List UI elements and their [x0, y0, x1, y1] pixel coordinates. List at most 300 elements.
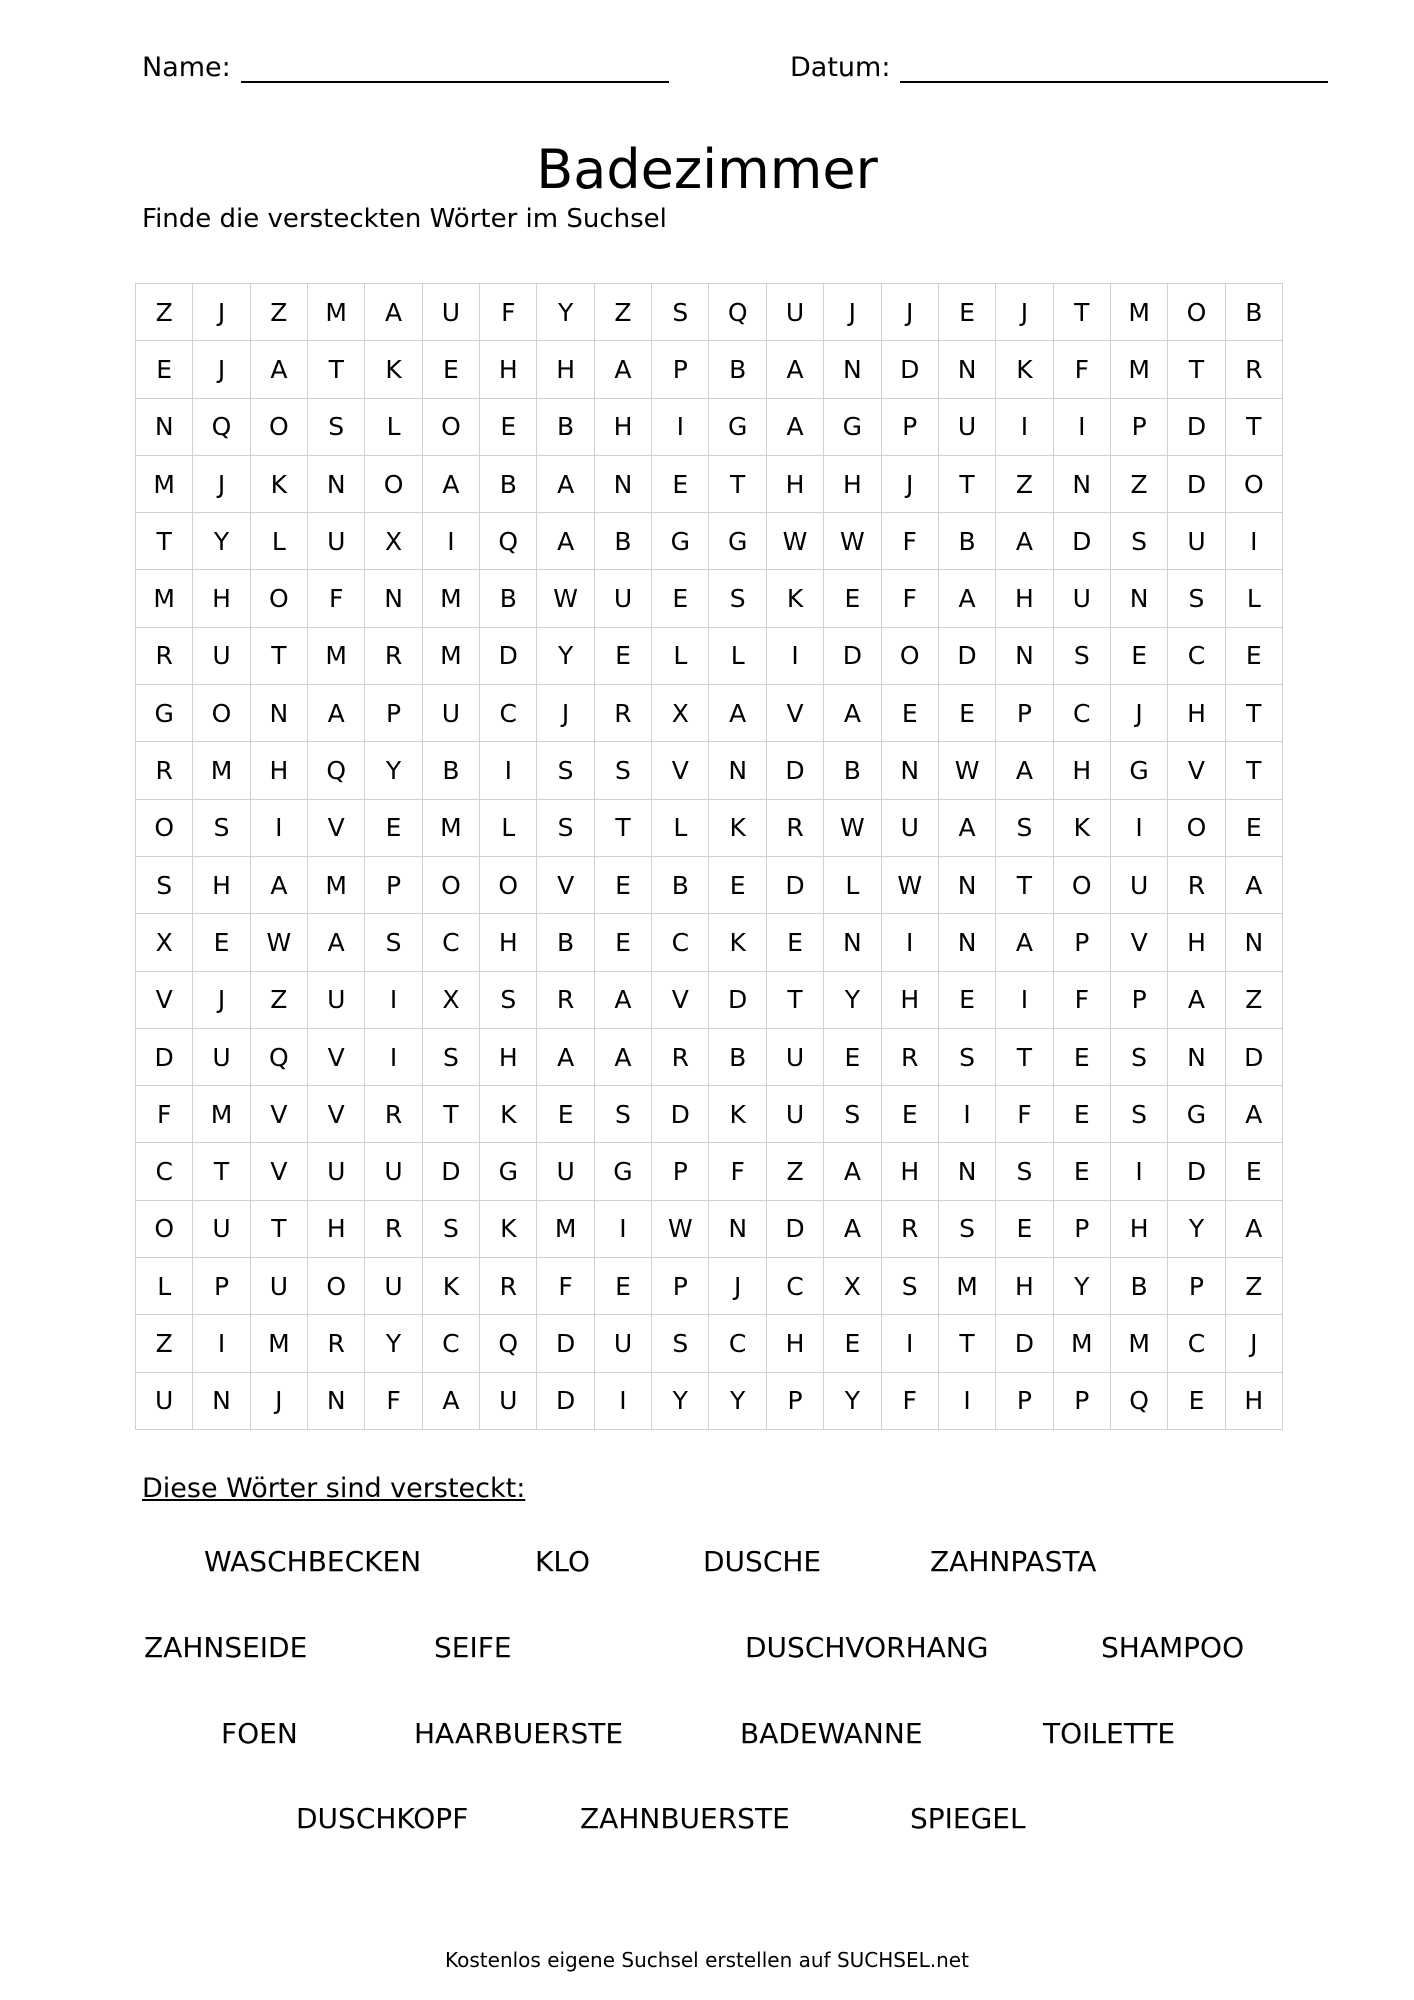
grid-cell[interactable]: E: [1054, 1143, 1111, 1200]
grid-cell[interactable]: N: [595, 456, 652, 513]
grid-cell[interactable]: Z: [136, 1315, 193, 1372]
grid-cell[interactable]: U: [1111, 857, 1168, 914]
grid-cell[interactable]: P: [365, 857, 422, 914]
grid-cell[interactable]: S: [1111, 513, 1168, 570]
grid-cell[interactable]: L: [652, 800, 709, 857]
grid-cell[interactable]: T: [595, 800, 652, 857]
grid-cell[interactable]: E: [480, 399, 537, 456]
grid-cell[interactable]: J: [537, 685, 594, 742]
grid-cell[interactable]: U: [767, 284, 824, 341]
grid-cell[interactable]: D: [824, 628, 881, 685]
grid-cell[interactable]: R: [1226, 341, 1283, 398]
grid-cell[interactable]: T: [939, 456, 996, 513]
grid-cell[interactable]: G: [1111, 742, 1168, 799]
grid-cell[interactable]: U: [595, 570, 652, 627]
grid-cell[interactable]: K: [709, 800, 766, 857]
grid-cell[interactable]: N: [882, 742, 939, 799]
grid-cell[interactable]: D: [882, 341, 939, 398]
grid-cell[interactable]: A: [824, 1143, 881, 1200]
grid-cell[interactable]: A: [537, 1029, 594, 1086]
grid-cell[interactable]: A: [423, 1373, 480, 1430]
grid-cell[interactable]: H: [251, 742, 308, 799]
grid-cell[interactable]: M: [251, 1315, 308, 1372]
grid-cell[interactable]: A: [1168, 972, 1225, 1029]
grid-cell[interactable]: B: [537, 399, 594, 456]
grid-cell[interactable]: T: [996, 1029, 1053, 1086]
grid-cell[interactable]: R: [365, 1086, 422, 1143]
grid-cell[interactable]: U: [537, 1143, 594, 1200]
grid-cell[interactable]: U: [365, 1143, 422, 1200]
grid-cell[interactable]: Y: [1054, 1258, 1111, 1315]
grid-cell[interactable]: I: [939, 1086, 996, 1143]
grid-cell[interactable]: J: [882, 456, 939, 513]
grid-cell[interactable]: A: [709, 685, 766, 742]
grid-cell[interactable]: M: [1111, 284, 1168, 341]
grid-cell[interactable]: H: [882, 972, 939, 1029]
grid-cell[interactable]: M: [423, 628, 480, 685]
grid-cell[interactable]: K: [709, 1086, 766, 1143]
grid-cell[interactable]: E: [365, 800, 422, 857]
grid-cell[interactable]: R: [1168, 857, 1225, 914]
grid-cell[interactable]: V: [251, 1086, 308, 1143]
grid-cell[interactable]: V: [1111, 914, 1168, 971]
grid-cell[interactable]: T: [1226, 685, 1283, 742]
grid-cell[interactable]: Y: [1168, 1201, 1225, 1258]
grid-cell[interactable]: K: [709, 914, 766, 971]
grid-cell[interactable]: I: [1111, 1143, 1168, 1200]
grid-cell[interactable]: W: [537, 570, 594, 627]
grid-cell[interactable]: H: [1226, 1373, 1283, 1430]
grid-cell[interactable]: J: [882, 284, 939, 341]
grid-cell[interactable]: N: [939, 857, 996, 914]
grid-cell[interactable]: Q: [1111, 1373, 1168, 1430]
grid-cell[interactable]: U: [1054, 570, 1111, 627]
grid-cell[interactable]: U: [423, 284, 480, 341]
grid-cell[interactable]: O: [251, 399, 308, 456]
grid-cell[interactable]: F: [882, 570, 939, 627]
grid-cell[interactable]: P: [1111, 399, 1168, 456]
grid-cell[interactable]: T: [193, 1143, 250, 1200]
grid-cell[interactable]: F: [1054, 972, 1111, 1029]
grid-cell[interactable]: L: [652, 628, 709, 685]
grid-cell[interactable]: U: [1168, 513, 1225, 570]
grid-cell[interactable]: Z: [251, 972, 308, 1029]
grid-cell[interactable]: H: [537, 341, 594, 398]
grid-cell[interactable]: A: [537, 513, 594, 570]
grid-cell[interactable]: O: [423, 857, 480, 914]
grid-cell[interactable]: Y: [709, 1373, 766, 1430]
grid-cell[interactable]: A: [595, 1029, 652, 1086]
grid-cell[interactable]: H: [1168, 685, 1225, 742]
grid-cell[interactable]: S: [480, 972, 537, 1029]
grid-cell[interactable]: K: [423, 1258, 480, 1315]
grid-cell[interactable]: R: [652, 1029, 709, 1086]
grid-cell[interactable]: A: [1226, 1086, 1283, 1143]
grid-cell[interactable]: S: [537, 800, 594, 857]
grid-cell[interactable]: N: [939, 341, 996, 398]
grid-cell[interactable]: C: [136, 1143, 193, 1200]
grid-cell[interactable]: P: [193, 1258, 250, 1315]
grid-cell[interactable]: S: [824, 1086, 881, 1143]
grid-cell[interactable]: S: [996, 800, 1053, 857]
grid-cell[interactable]: D: [709, 972, 766, 1029]
grid-cell[interactable]: B: [537, 914, 594, 971]
grid-cell[interactable]: U: [251, 1258, 308, 1315]
grid-cell[interactable]: A: [365, 284, 422, 341]
grid-cell[interactable]: D: [939, 628, 996, 685]
grid-cell[interactable]: N: [308, 456, 365, 513]
grid-cell[interactable]: Y: [537, 284, 594, 341]
grid-cell[interactable]: B: [709, 341, 766, 398]
grid-cell[interactable]: B: [1226, 284, 1283, 341]
name-field[interactable]: [142, 52, 669, 83]
grid-cell[interactable]: H: [1168, 914, 1225, 971]
grid-cell[interactable]: H: [767, 1315, 824, 1372]
grid-cell[interactable]: E: [709, 857, 766, 914]
grid-cell[interactable]: P: [1054, 1201, 1111, 1258]
grid-cell[interactable]: T: [1226, 399, 1283, 456]
grid-cell[interactable]: Y: [365, 1315, 422, 1372]
grid-cell[interactable]: S: [365, 914, 422, 971]
grid-cell[interactable]: M: [193, 742, 250, 799]
grid-cell[interactable]: H: [308, 1201, 365, 1258]
grid-cell[interactable]: M: [939, 1258, 996, 1315]
grid-cell[interactable]: V: [767, 685, 824, 742]
grid-cell[interactable]: H: [1054, 742, 1111, 799]
grid-cell[interactable]: J: [193, 284, 250, 341]
grid-cell[interactable]: W: [251, 914, 308, 971]
grid-cell[interactable]: G: [480, 1143, 537, 1200]
grid-cell[interactable]: E: [595, 628, 652, 685]
grid-cell[interactable]: A: [767, 399, 824, 456]
grid-cell[interactable]: E: [423, 341, 480, 398]
grid-cell[interactable]: E: [652, 570, 709, 627]
grid-cell[interactable]: P: [767, 1373, 824, 1430]
grid-cell[interactable]: U: [595, 1315, 652, 1372]
grid-cell[interactable]: A: [595, 341, 652, 398]
grid-cell[interactable]: R: [365, 1201, 422, 1258]
grid-cell[interactable]: S: [595, 1086, 652, 1143]
grid-cell[interactable]: W: [652, 1201, 709, 1258]
grid-cell[interactable]: U: [193, 628, 250, 685]
grid-cell[interactable]: F: [709, 1143, 766, 1200]
grid-cell[interactable]: V: [652, 742, 709, 799]
grid-cell[interactable]: D: [996, 1315, 1053, 1372]
grid-cell[interactable]: H: [767, 456, 824, 513]
grid-cell[interactable]: P: [996, 1373, 1053, 1430]
grid-cell[interactable]: E: [595, 857, 652, 914]
grid-cell[interactable]: K: [251, 456, 308, 513]
grid-cell[interactable]: D: [1054, 513, 1111, 570]
grid-cell[interactable]: X: [652, 685, 709, 742]
grid-cell[interactable]: F: [1054, 341, 1111, 398]
grid-cell[interactable]: O: [1168, 284, 1225, 341]
grid-cell[interactable]: O: [308, 1258, 365, 1315]
grid-cell[interactable]: M: [423, 570, 480, 627]
grid-cell[interactable]: K: [480, 1086, 537, 1143]
grid-cell[interactable]: I: [882, 1315, 939, 1372]
grid-cell[interactable]: E: [652, 456, 709, 513]
grid-cell[interactable]: M: [1054, 1315, 1111, 1372]
grid-cell[interactable]: E: [1111, 628, 1168, 685]
grid-cell[interactable]: M: [1111, 1315, 1168, 1372]
grid-cell[interactable]: E: [882, 1086, 939, 1143]
grid-cell[interactable]: F: [882, 513, 939, 570]
grid-cell[interactable]: E: [193, 914, 250, 971]
grid-cell[interactable]: C: [1168, 1315, 1225, 1372]
grid-cell[interactable]: R: [767, 800, 824, 857]
grid-cell[interactable]: K: [767, 570, 824, 627]
grid-cell[interactable]: U: [480, 1373, 537, 1430]
grid-cell[interactable]: L: [1226, 570, 1283, 627]
grid-cell[interactable]: T: [251, 1201, 308, 1258]
grid-cell[interactable]: F: [136, 1086, 193, 1143]
grid-cell[interactable]: J: [251, 1373, 308, 1430]
grid-cell[interactable]: E: [996, 1201, 1053, 1258]
grid-cell[interactable]: M: [1111, 341, 1168, 398]
grid-cell[interactable]: H: [480, 341, 537, 398]
grid-cell[interactable]: X: [136, 914, 193, 971]
grid-cell[interactable]: A: [824, 685, 881, 742]
grid-cell[interactable]: K: [1054, 800, 1111, 857]
grid-cell[interactable]: E: [824, 570, 881, 627]
grid-cell[interactable]: O: [136, 1201, 193, 1258]
grid-cell[interactable]: I: [365, 972, 422, 1029]
grid-cell[interactable]: K: [996, 341, 1053, 398]
grid-cell[interactable]: T: [1226, 742, 1283, 799]
grid-cell[interactable]: A: [996, 914, 1053, 971]
grid-cell[interactable]: M: [193, 1086, 250, 1143]
grid-cell[interactable]: M: [308, 628, 365, 685]
grid-cell[interactable]: N: [824, 341, 881, 398]
grid-cell[interactable]: X: [824, 1258, 881, 1315]
grid-cell[interactable]: R: [882, 1201, 939, 1258]
grid-cell[interactable]: O: [480, 857, 537, 914]
grid-cell[interactable]: S: [1111, 1086, 1168, 1143]
grid-cell[interactable]: N: [1054, 456, 1111, 513]
grid-cell[interactable]: V: [308, 1086, 365, 1143]
grid-cell[interactable]: D: [537, 1373, 594, 1430]
grid-cell[interactable]: S: [537, 742, 594, 799]
grid-cell[interactable]: J: [1226, 1315, 1283, 1372]
grid-cell[interactable]: D: [1226, 1029, 1283, 1086]
grid-cell[interactable]: D: [1168, 1143, 1225, 1200]
grid-cell[interactable]: T: [308, 341, 365, 398]
grid-cell[interactable]: X: [423, 972, 480, 1029]
grid-cell[interactable]: Z: [1111, 456, 1168, 513]
grid-cell[interactable]: H: [882, 1143, 939, 1200]
name-underline[interactable]: [241, 53, 669, 83]
grid-cell[interactable]: S: [652, 1315, 709, 1372]
grid-cell[interactable]: U: [308, 1143, 365, 1200]
grid-cell[interactable]: P: [1054, 914, 1111, 971]
grid-cell[interactable]: W: [824, 800, 881, 857]
grid-cell[interactable]: E: [939, 284, 996, 341]
grid-cell[interactable]: M: [136, 570, 193, 627]
grid-cell[interactable]: T: [1054, 284, 1111, 341]
grid-cell[interactable]: U: [767, 1029, 824, 1086]
grid-cell[interactable]: V: [308, 800, 365, 857]
grid-cell[interactable]: L: [251, 513, 308, 570]
grid-cell[interactable]: S: [595, 742, 652, 799]
grid-cell[interactable]: S: [1111, 1029, 1168, 1086]
grid-cell[interactable]: P: [1054, 1373, 1111, 1430]
date-field[interactable]: [790, 52, 1328, 83]
grid-cell[interactable]: H: [996, 570, 1053, 627]
grid-cell[interactable]: A: [251, 341, 308, 398]
grid-cell[interactable]: O: [423, 399, 480, 456]
grid-cell[interactable]: F: [308, 570, 365, 627]
grid-cell[interactable]: L: [136, 1258, 193, 1315]
grid-cell[interactable]: U: [308, 972, 365, 1029]
grid-cell[interactable]: I: [939, 1373, 996, 1430]
grid-cell[interactable]: S: [882, 1258, 939, 1315]
grid-cell[interactable]: F: [996, 1086, 1053, 1143]
grid-cell[interactable]: C: [480, 685, 537, 742]
grid-cell[interactable]: A: [423, 456, 480, 513]
grid-cell[interactable]: S: [1168, 570, 1225, 627]
grid-cell[interactable]: O: [193, 685, 250, 742]
grid-cell[interactable]: D: [767, 1201, 824, 1258]
grid-cell[interactable]: N: [939, 914, 996, 971]
grid-cell[interactable]: C: [1168, 628, 1225, 685]
grid-cell[interactable]: O: [882, 628, 939, 685]
grid-cell[interactable]: Z: [1226, 972, 1283, 1029]
grid-cell[interactable]: I: [1111, 800, 1168, 857]
grid-cell[interactable]: S: [939, 1029, 996, 1086]
grid-cell[interactable]: E: [939, 972, 996, 1029]
grid-cell[interactable]: P: [365, 685, 422, 742]
grid-cell[interactable]: T: [136, 513, 193, 570]
grid-cell[interactable]: I: [652, 399, 709, 456]
grid-cell[interactable]: A: [996, 513, 1053, 570]
grid-cell[interactable]: R: [480, 1258, 537, 1315]
grid-cell[interactable]: F: [480, 284, 537, 341]
grid-cell[interactable]: C: [423, 914, 480, 971]
grid-cell[interactable]: P: [652, 1143, 709, 1200]
grid-cell[interactable]: I: [251, 800, 308, 857]
grid-cell[interactable]: J: [709, 1258, 766, 1315]
grid-cell[interactable]: S: [423, 1029, 480, 1086]
grid-cell[interactable]: H: [1111, 1201, 1168, 1258]
grid-cell[interactable]: G: [136, 685, 193, 742]
date-underline[interactable]: [900, 53, 1328, 83]
grid-cell[interactable]: Z: [136, 284, 193, 341]
grid-cell[interactable]: P: [1168, 1258, 1225, 1315]
grid-cell[interactable]: R: [308, 1315, 365, 1372]
grid-cell[interactable]: E: [939, 685, 996, 742]
grid-cell[interactable]: M: [423, 800, 480, 857]
grid-cell[interactable]: D: [1168, 456, 1225, 513]
grid-cell[interactable]: D: [136, 1029, 193, 1086]
grid-cell[interactable]: U: [767, 1086, 824, 1143]
grid-cell[interactable]: P: [652, 1258, 709, 1315]
grid-cell[interactable]: E: [824, 1029, 881, 1086]
grid-cell[interactable]: M: [308, 284, 365, 341]
grid-cell[interactable]: Q: [193, 399, 250, 456]
grid-cell[interactable]: G: [824, 399, 881, 456]
grid-cell[interactable]: G: [709, 399, 766, 456]
grid-cell[interactable]: H: [824, 456, 881, 513]
grid-cell[interactable]: G: [709, 513, 766, 570]
grid-cell[interactable]: E: [1226, 800, 1283, 857]
grid-cell[interactable]: U: [882, 800, 939, 857]
grid-cell[interactable]: P: [1111, 972, 1168, 1029]
grid-cell[interactable]: U: [193, 1029, 250, 1086]
grid-cell[interactable]: A: [595, 972, 652, 1029]
grid-cell[interactable]: S: [652, 284, 709, 341]
grid-cell[interactable]: D: [652, 1086, 709, 1143]
grid-cell[interactable]: T: [251, 628, 308, 685]
grid-cell[interactable]: A: [1226, 857, 1283, 914]
grid-cell[interactable]: I: [480, 742, 537, 799]
grid-cell[interactable]: X: [365, 513, 422, 570]
grid-cell[interactable]: A: [308, 914, 365, 971]
grid-cell[interactable]: V: [136, 972, 193, 1029]
grid-cell[interactable]: H: [480, 914, 537, 971]
grid-cell[interactable]: O: [365, 456, 422, 513]
grid-cell[interactable]: Z: [1226, 1258, 1283, 1315]
grid-cell[interactable]: A: [939, 570, 996, 627]
grid-cell[interactable]: P: [652, 341, 709, 398]
grid-cell[interactable]: B: [652, 857, 709, 914]
grid-cell[interactable]: D: [767, 857, 824, 914]
grid-cell[interactable]: I: [767, 628, 824, 685]
grid-cell[interactable]: I: [996, 399, 1053, 456]
grid-cell[interactable]: J: [1111, 685, 1168, 742]
grid-cell[interactable]: K: [365, 341, 422, 398]
grid-cell[interactable]: J: [824, 284, 881, 341]
grid-cell[interactable]: S: [423, 1201, 480, 1258]
grid-cell[interactable]: I: [996, 972, 1053, 1029]
grid-cell[interactable]: E: [136, 341, 193, 398]
grid-cell[interactable]: R: [136, 742, 193, 799]
grid-cell[interactable]: D: [767, 742, 824, 799]
grid-cell[interactable]: O: [1168, 800, 1225, 857]
grid-cell[interactable]: V: [308, 1029, 365, 1086]
grid-cell[interactable]: O: [1054, 857, 1111, 914]
grid-cell[interactable]: P: [882, 399, 939, 456]
grid-cell[interactable]: J: [193, 341, 250, 398]
grid-cell[interactable]: D: [480, 628, 537, 685]
grid-cell[interactable]: B: [1111, 1258, 1168, 1315]
grid-cell[interactable]: S: [996, 1143, 1053, 1200]
grid-cell[interactable]: C: [767, 1258, 824, 1315]
grid-cell[interactable]: W: [882, 857, 939, 914]
grid-cell[interactable]: S: [136, 857, 193, 914]
grid-cell[interactable]: N: [824, 914, 881, 971]
grid-cell[interactable]: N: [308, 1373, 365, 1430]
grid-cell[interactable]: T: [939, 1315, 996, 1372]
grid-cell[interactable]: C: [652, 914, 709, 971]
grid-cell[interactable]: A: [767, 341, 824, 398]
grid-cell[interactable]: H: [193, 857, 250, 914]
grid-cell[interactable]: F: [882, 1373, 939, 1430]
grid-cell[interactable]: T: [996, 857, 1053, 914]
grid-cell[interactable]: T: [1168, 341, 1225, 398]
grid-cell[interactable]: E: [1226, 628, 1283, 685]
grid-cell[interactable]: A: [939, 800, 996, 857]
grid-cell[interactable]: M: [308, 857, 365, 914]
grid-cell[interactable]: Y: [537, 628, 594, 685]
grid-cell[interactable]: W: [767, 513, 824, 570]
grid-cell[interactable]: R: [882, 1029, 939, 1086]
grid-cell[interactable]: Z: [595, 284, 652, 341]
grid-cell[interactable]: G: [652, 513, 709, 570]
grid-cell[interactable]: C: [709, 1315, 766, 1372]
grid-cell[interactable]: W: [824, 513, 881, 570]
grid-cell[interactable]: B: [939, 513, 996, 570]
